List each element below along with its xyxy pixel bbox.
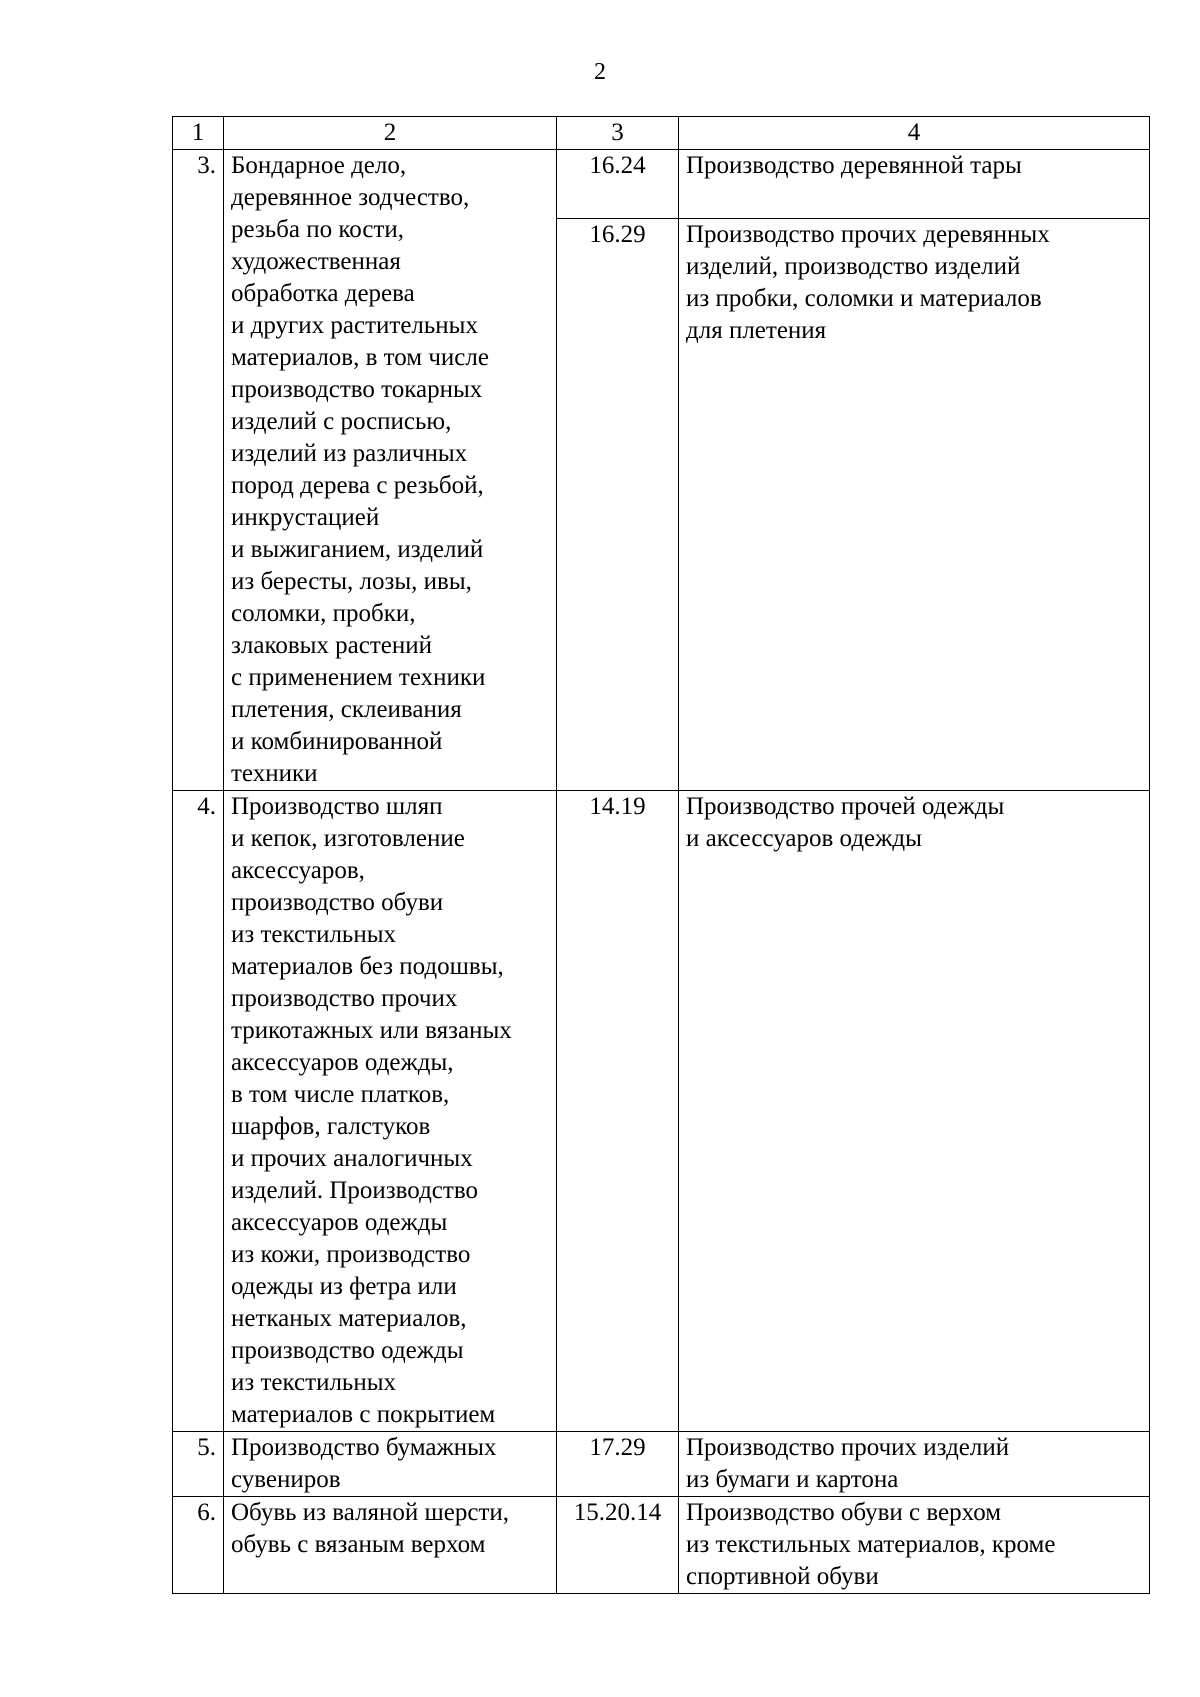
craft-line: материалов с покрытием <box>231 1401 496 1428</box>
okved-code: 16.29 <box>557 219 679 791</box>
craft-line: материалов, в том числе <box>231 344 489 371</box>
table-body <box>173 150 1150 1594</box>
okved-description <box>679 1432 1150 1497</box>
craft-line: и комбинированной <box>231 728 443 755</box>
craft-line: производство прочих <box>231 985 458 1012</box>
desc-line: из текстильных материалов, кроме <box>686 1531 1056 1558</box>
craft-description <box>224 150 557 791</box>
craft-line: и прочих аналогичных <box>231 1145 473 1172</box>
craft-line: производство токарных <box>231 376 483 403</box>
desc-line: Производство прочих деревянных <box>686 221 1050 248</box>
craft-line: из кожи, производство <box>231 1241 471 1268</box>
craft-line: аксессуаров одежды <box>231 1209 448 1236</box>
craft-line: сувениров <box>231 1466 341 1493</box>
craft-line: инкрустацией <box>231 504 380 531</box>
desc-line: Производство прочих изделий <box>686 1434 1010 1461</box>
craft-description <box>224 1432 557 1497</box>
craft-line: с применением техники <box>231 664 486 691</box>
desc-line: для плетения <box>686 317 827 344</box>
table-header-row <box>173 117 1150 150</box>
okved-description <box>679 1497 1150 1594</box>
table-row <box>173 1497 1150 1594</box>
craft-line: изделий. Производство <box>231 1177 478 1204</box>
craft-line: из бересты, лозы, ивы, <box>231 568 472 595</box>
okved-description <box>679 219 1150 791</box>
table-row <box>173 150 1150 219</box>
craft-line: в том числе платков, <box>231 1081 450 1108</box>
desc-line: и аксессуаров одежды <box>686 825 922 852</box>
table-row <box>173 1432 1150 1497</box>
desc-line: из бумаги и картона <box>686 1466 899 1493</box>
header-col-3: 3 <box>557 117 679 150</box>
header-col-1: 1 <box>173 117 224 150</box>
craft-line: производство одежды <box>231 1337 464 1364</box>
craft-line: из текстильных <box>231 1369 397 1396</box>
crafts-table <box>172 116 1150 1594</box>
header-col-4: 4 <box>679 117 1150 150</box>
header-col-2: 2 <box>224 117 557 150</box>
okved-code: 14.19 <box>557 791 679 1432</box>
craft-line: изделий из различных <box>231 440 468 467</box>
row-number: 4. <box>173 791 224 1432</box>
craft-description <box>224 791 557 1432</box>
desc-line: Производство обуви с верхом <box>686 1499 1002 1526</box>
craft-line: техники <box>231 760 318 787</box>
craft-line: художественная <box>231 248 401 275</box>
craft-line: злаковых растений <box>231 632 433 659</box>
desc-line: из пробки, соломки и материалов <box>686 285 1042 312</box>
okved-code: 15.20.14 <box>557 1497 679 1594</box>
table-row <box>173 791 1150 1432</box>
row-number: 6. <box>173 1497 224 1594</box>
desc-line: спортивной обуви <box>686 1563 879 1590</box>
row-number: 3. <box>173 150 224 791</box>
craft-line: резьба по кости, <box>231 216 405 243</box>
craft-line: материалов без подошвы, <box>231 953 504 980</box>
craft-line: нетканых материалов, <box>231 1305 467 1332</box>
craft-line: аксессуаров, <box>231 857 365 884</box>
craft-line: соломки, пробки, <box>231 600 416 627</box>
craft-line: и других растительных <box>231 312 478 339</box>
okved-description <box>679 150 1150 219</box>
craft-line: трикотажных или вязаных <box>231 1017 512 1044</box>
craft-line: Производство шляп <box>231 793 443 820</box>
craft-line: плетения, склеивания <box>231 696 462 723</box>
craft-line: деревянное зодчество, <box>231 184 470 211</box>
craft-line: обувь с вязаным верхом <box>231 1531 486 1558</box>
craft-line: обработка дерева <box>231 280 415 307</box>
row-number: 5. <box>173 1432 224 1497</box>
okved-code: 17.29 <box>557 1432 679 1497</box>
craft-line: и кепок, изготовление <box>231 825 465 852</box>
craft-line: изделий с росписью, <box>231 408 452 435</box>
craft-line: Производство бумажных <box>231 1434 497 1461</box>
craft-line: пород дерева с резьбой, <box>231 472 484 499</box>
desc-line: Производство деревянной тары <box>686 152 1022 179</box>
page-number: 2 <box>594 59 606 85</box>
craft-description <box>224 1497 557 1594</box>
desc-line: изделий, производство изделий <box>686 253 1021 280</box>
craft-line: одежды из фетра или <box>231 1273 457 1300</box>
desc-line: Производство прочей одежды <box>686 793 1005 820</box>
craft-line: производство обуви <box>231 889 444 916</box>
craft-line: Обувь из валяной шерсти, <box>231 1499 510 1526</box>
craft-line: шарфов, галстуков <box>231 1113 431 1140</box>
craft-line: Бондарное дело, <box>231 152 407 179</box>
craft-line: аксессуаров одежды, <box>231 1049 454 1076</box>
okved-code: 16.24 <box>557 150 679 219</box>
craft-line: и выжиганием, изделий <box>231 536 484 563</box>
okved-description <box>679 791 1150 1432</box>
craft-line: из текстильных <box>231 921 397 948</box>
